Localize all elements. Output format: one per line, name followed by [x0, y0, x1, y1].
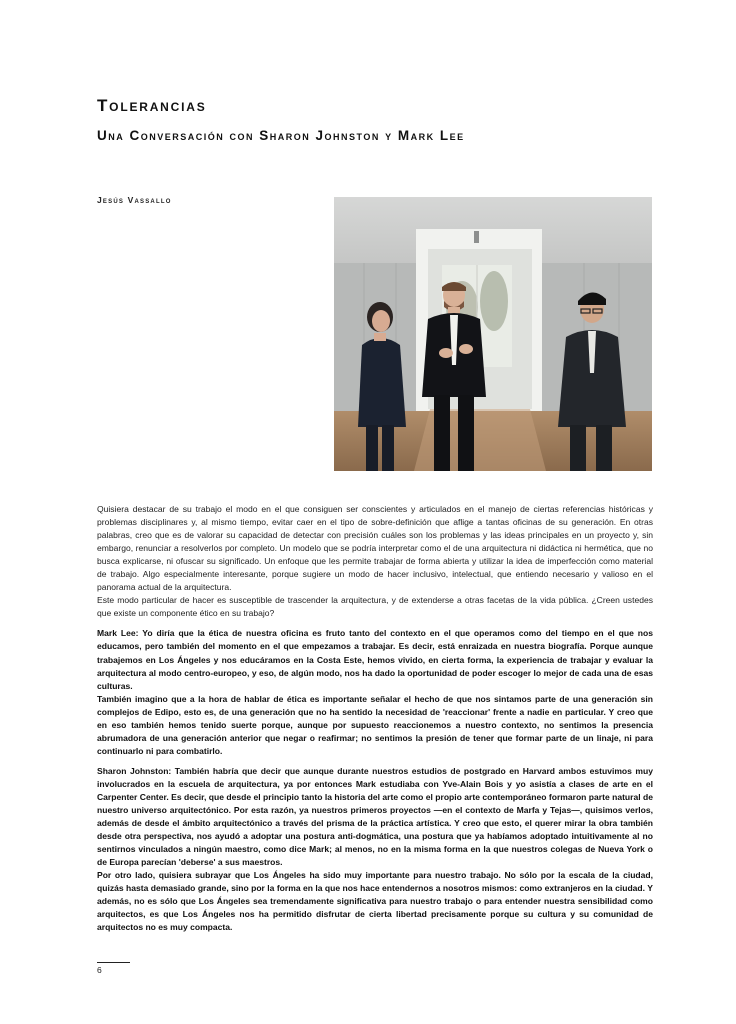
page-number: 6 — [97, 965, 102, 975]
interview-photo — [334, 197, 652, 471]
question-paragraph-2: Este modo particular de hacer es susceptible de trascender la arquitectura, y de extenderse a otras facetas de la vida pública. ¿Creen ustedes que existe un componente ético en su trabajo? — [97, 595, 653, 619]
author-name: Jesús Vassallo — [97, 195, 172, 205]
answer-mark-lee-2: También imagino que a la hora de hablar de ética es importante señalar el hecho de que nos sintamos parte de una generación sin complejos de Edipo, esto es, de una generación que no ha sentido la necesidad de 'reaccionar' frente a nadie en particular. Y creo que en eso también hemos tenido suerte porque, aunque por supuesto reaccionemos a nuestro contexto, no sentimos la presencia abrumadora de una generación anterior que negar o reafirmar; no sentimos la presión de tener que formar parte de un linaje, ni para continuarlo ni para combatirlo. — [97, 693, 653, 756]
footer-divider — [97, 962, 130, 963]
article-title: Tolerancias — [97, 96, 207, 115]
answer-sharon-johnston-2: Por otro lado, quisiera subrayar que Los Ángeles ha sido muy importante para nuestro trabajo. No sólo por la escala de la ciudad, quizás hasta demasiado grande, sino por la forma en la que nos hace entendernos a nosotros mismos: como extranjeros en la ciudad. Y además, no es sólo que Los Ángeles sea tremendamente significativa para nuestro trabajo o para entender nuestra sensibilidad como arquitectos, es que Los Ángeles nos ha permitido disfrutar de cierta libertad precisamente porque su cultura y su comunidad de arquitectos no es muy compacta. — [97, 870, 653, 933]
article-body — [97, 503, 653, 935]
three-people-gallery-photo-icon — [334, 197, 652, 471]
question-paragraph-1: Quisiera destacar de su trabajo el modo en el que consiguen ser conscientes y articulados en el manejo de ciertas referencias históricas y problemas disciplinares y, al mismo tiempo, evitar caer en el tipo de sobre-definición que aflige a tantas oficinas de su generación. En otras palabras, creo que es de valorar su capacidad de detectar con precisión cuáles son los problemas y las ideas principales en un proyecto y, sin embargo, renunciar a resolverlos por completo. Un modelo que se podría interpretar como el de una arquitectura ni didáctica ni hermética, que no busca explicarse, ni ofuscar su significado. Un enfoque que les permite trabajar de forma abierta y utilizar la idea de imperfección como material de trabajo. Algo especialmente interesante, porque sugiere un modo de hacer inclusivo, intelectual, que entiendo necesario y valioso en el panorama actual de la arquitectura. — [97, 504, 653, 593]
answer-mark-lee-1: Mark Lee: Yo diría que la ética de nuestra oficina es fruto tanto del contexto en el que operamos como del tiempo en el que nos educamos, pero también del momento en el que empezamos a trabajar. Es decir, está enraizada en nuestra biografía. Porque aunque trabajemos en Los Ángeles y nos educáramos en la Costa Este, hemos vivido, en cierta forma, la experiencia de trabajar y evaluar la arquitectura al modo centro-europeo, y eso, de algún modo, nos ha dado la oportunidad de poder escoger lo mejor de cada una de esas culturas. — [97, 628, 653, 691]
answer-sharon-johnston-1: Sharon Johnston: También habría que decir que aunque durante nuestros estudios de postgrado en Harvard ambos estuvimos muy involucrados en la escuela de arquitectura, ya por entonces Mark estudiaba con Yve-Alain Bois y yo asistía a clases de arte en el Carpenter Center. Es decir, que desde el principio tanto la historia del arte como el propio arte contemporáneo formaron parte natural de nuestro universo arquitectónico. Por esta razón, ya nuestros primeros proyectos —en el contexto de Marfa y Tejas—, quisimos verlos, además de desde el ámbito arquitectónico a través del prisma de la práctica artística. Y creo que esto, el querer mirar la obra también desde otra perspectiva, nos ayudó a adoptar una postura anti-dogmática, una postura que ya habíamos adoptado intuitivamente al no sentirnos vinculados a ningún maestro, como dice Mark; al menos, no en la misma forma en la que nuestros colegas de Nueva York o de Europa parecían 'deberse' a sus maestros. — [97, 765, 653, 868]
article-subtitle: Una Conversación con Sharon Johnston y Mark Lee — [97, 128, 465, 143]
